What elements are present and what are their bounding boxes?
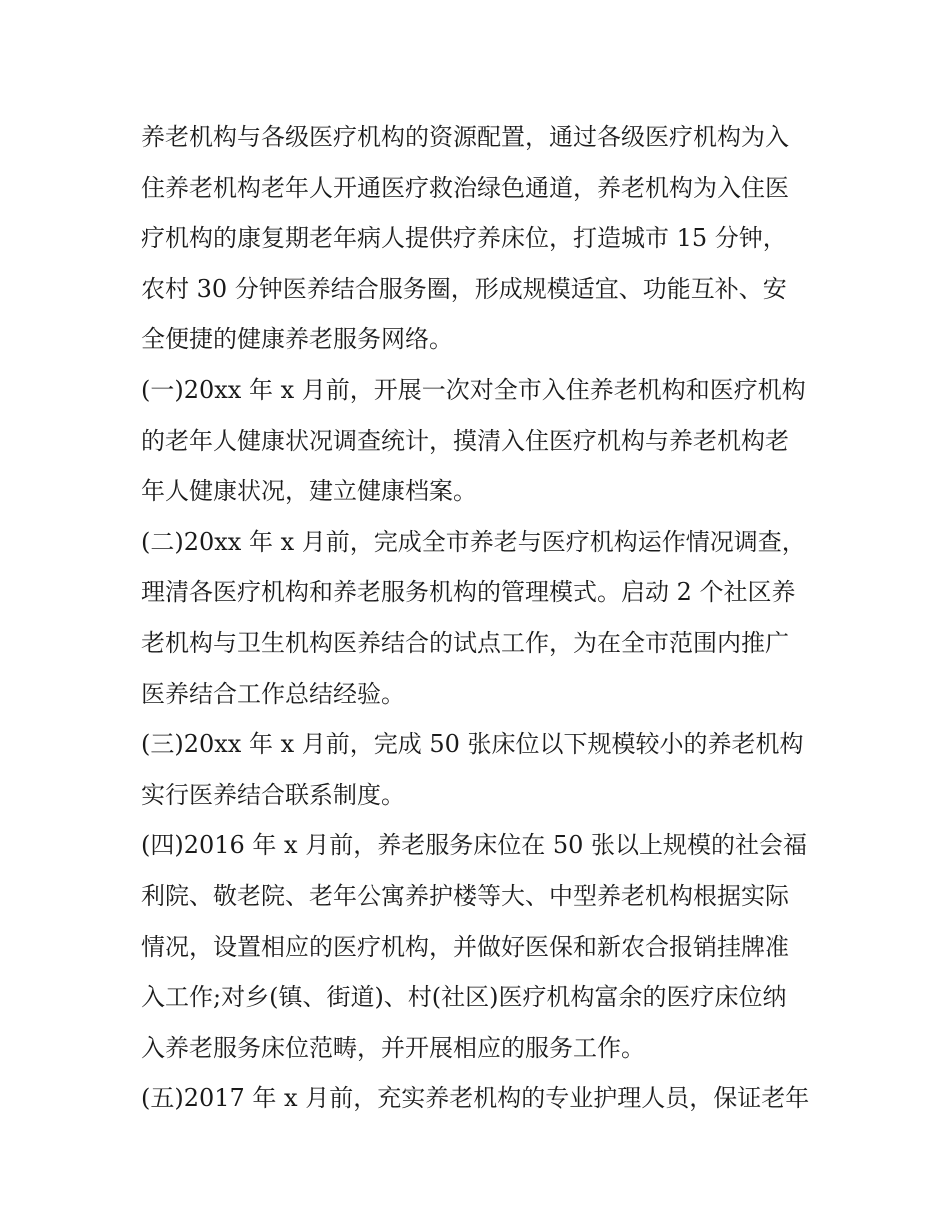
text-line: 全便捷的健康养老服务网络。 xyxy=(141,325,453,354)
text-line: 入工作;对乡(镇、街道)、村(社区)医疗机构富余的医疗床位纳 xyxy=(141,983,787,1012)
text-line: 实行医养结合联系制度。 xyxy=(141,780,405,809)
text-line: (一)20xx 年 x 月前，开展一次对全市入住养老机构和医疗机构 xyxy=(141,375,806,404)
text-line: 的老年人健康状况调查统计，摸清入住医疗机构与养老机构老 xyxy=(141,426,789,455)
text-line: 农村 30 分钟医养结合服务圈，形成规模适宜、功能互补、安 xyxy=(141,274,787,303)
text-line: (五)2017 年 x 月前，充实养老机构的专业护理人员，保证老年 xyxy=(141,1084,810,1113)
text-line: (二)20xx 年 x 月前，完成全市养老与医疗机构运作情况调查， xyxy=(141,527,806,556)
text-line: 老机构与卫生机构医养结合的试点工作，为在全市范围内推广 xyxy=(141,628,789,657)
text-line: 入养老服务床位范畴，并开展相应的服务工作。 xyxy=(141,1033,645,1062)
text-line: 理清各医疗机构和养老服务机构的管理模式。启动 2 个社区养 xyxy=(141,578,796,607)
text-line: 住养老机构老年人开通医疗救治绿色通道，养老机构为入住医 xyxy=(141,173,789,202)
text-line: 年人健康状况，建立健康档案。 xyxy=(141,477,477,506)
text-line: 情况，设置相应的医疗机构，并做好医保和新农合报销挂牌准 xyxy=(141,932,789,961)
text-line: 疗机构的康复期老年病人提供疗养床位，打造城市 15 分钟， xyxy=(141,224,787,253)
text-line: (三)20xx 年 x 月前，完成 50 张床位以下规模较小的养老机构 xyxy=(141,730,804,759)
text-line: 利院、敬老院、老年公寓养护楼等大、中型养老机构根据实际 xyxy=(141,881,789,910)
text-line: (四)2016 年 x 月前，养老服务床位在 50 张以上规模的社会福 xyxy=(141,831,808,860)
text-line: 医养结合工作总结经验。 xyxy=(141,679,405,708)
text-line: 养老机构与各级医疗机构的资源配置，通过各级医疗机构为入 xyxy=(141,123,789,151)
body-text xyxy=(141,112,821,1124)
